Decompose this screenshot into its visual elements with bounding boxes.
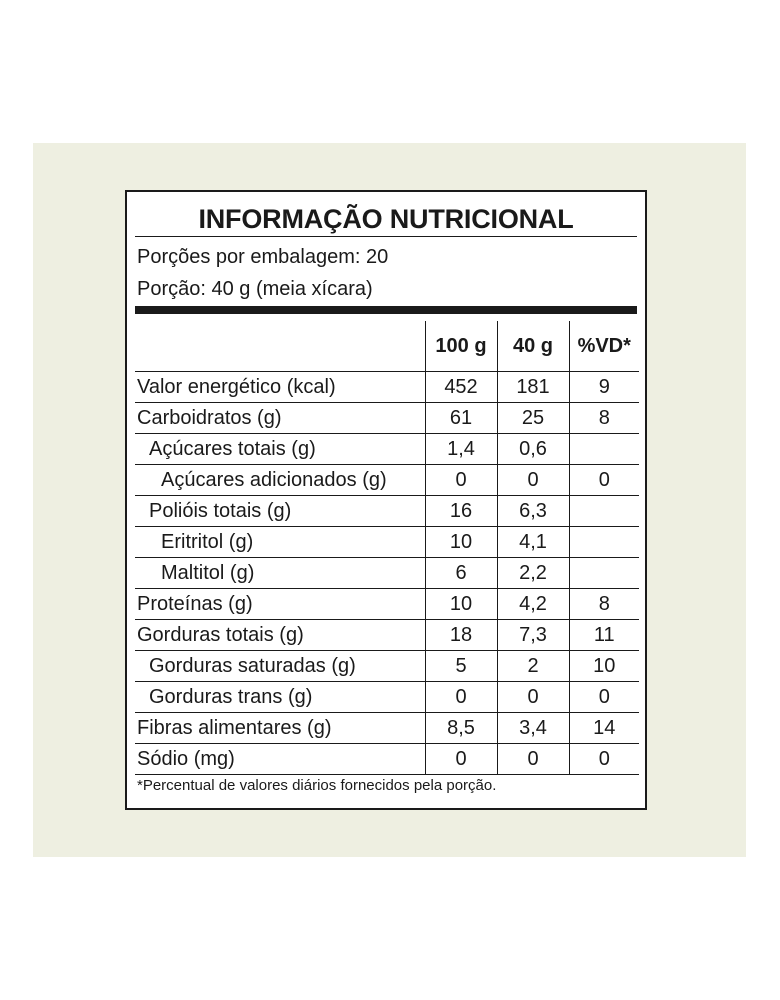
nutrient-name: Eritritol (g) [135,527,425,558]
table-row [135,372,639,403]
label-title: INFORMAÇÃO NUTRICIONAL [198,204,574,234]
value-40g: 7,3 [497,620,569,651]
value-100g: 0 [425,465,497,496]
table-row [135,527,639,558]
value-100g: 452 [425,372,497,403]
column-header-100g: 100 g [425,321,497,372]
value-100g: 16 [425,496,497,527]
table-row [135,589,639,620]
table-row [135,651,639,682]
value-40g: 4,2 [497,589,569,620]
nutrient-name: Sódio (mg) [135,744,425,775]
value-vd [569,496,639,527]
value-100g: 8,5 [425,713,497,744]
table-header-row [135,321,639,372]
table-row [135,682,639,713]
nutrient-name: Açúcares adicionados (g) [135,465,425,496]
table-row [135,465,639,496]
value-40g: 0 [497,465,569,496]
nutrient-name: Gorduras totais (g) [135,620,425,651]
value-100g: 10 [425,527,497,558]
table-row [135,713,639,744]
value-40g: 0 [497,682,569,713]
value-100g: 0 [425,682,497,713]
value-40g: 2,2 [497,558,569,589]
value-vd: 0 [569,682,639,713]
value-40g: 25 [497,403,569,434]
value-100g: 6 [425,558,497,589]
table-row [135,558,639,589]
value-vd: 8 [569,589,639,620]
value-100g: 61 [425,403,497,434]
thick-divider [135,306,637,314]
value-vd: 14 [569,713,639,744]
value-vd: 9 [569,372,639,403]
nutrient-name: Proteínas (g) [135,589,425,620]
value-vd [569,434,639,465]
value-100g: 10 [425,589,497,620]
value-100g: 18 [425,620,497,651]
nutrient-name: Maltitol (g) [135,558,425,589]
value-vd: 0 [569,465,639,496]
nutrient-name: Fibras alimentares (g) [135,713,425,744]
value-vd: 11 [569,620,639,651]
column-header-vd: %VD* [569,321,639,372]
footnote: *Percentual de valores diários fornecidos pela porção. [137,777,497,794]
serving-size: Porção: 40 g (meia xícara) [137,278,373,300]
title-divider [135,236,637,237]
value-vd: 8 [569,403,639,434]
nutrition-table [135,321,639,775]
table-row [135,620,639,651]
table-row [135,496,639,527]
value-vd: 0 [569,744,639,775]
value-vd [569,558,639,589]
nutrient-name: Gorduras trans (g) [135,682,425,713]
table-row [135,434,639,465]
value-40g: 181 [497,372,569,403]
value-vd: 10 [569,651,639,682]
nutrient-name: Carboidratos (g) [135,403,425,434]
table-row [135,403,639,434]
servings-per-package: Porções por embalagem: 20 [137,246,389,268]
value-100g: 1,4 [425,434,497,465]
nutrient-name: Valor energético (kcal) [135,372,425,403]
value-40g: 0,6 [497,434,569,465]
value-40g: 0 [497,744,569,775]
nutrient-name: Gorduras saturadas (g) [135,651,425,682]
value-vd [569,527,639,558]
value-40g: 6,3 [497,496,569,527]
value-40g: 3,4 [497,713,569,744]
nutrition-facts-panel [125,190,647,810]
value-100g: 0 [425,744,497,775]
value-40g: 2 [497,651,569,682]
nutrient-name: Polióis totais (g) [135,496,425,527]
nutrient-name: Açúcares totais (g) [135,434,425,465]
header-blank-cell [135,321,425,372]
table-row [135,744,639,775]
value-100g: 5 [425,651,497,682]
value-40g: 4,1 [497,527,569,558]
column-header-40g: 40 g [497,321,569,372]
